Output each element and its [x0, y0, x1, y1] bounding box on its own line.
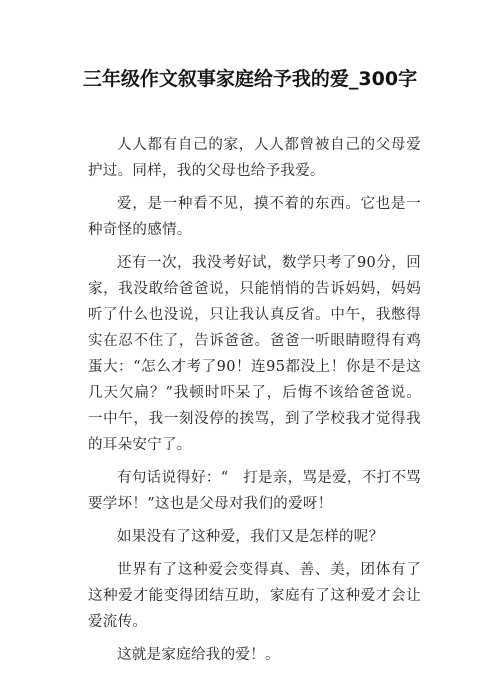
paragraph: 爱，是一种看不见，摸不着的东西。它也是一种奇怪的感情。	[88, 196, 421, 238]
paragraph: 世界有了这种爱会变得真、善、美，团体有了这种爱才能变得团结互助，家庭有了这种爱才会让爱流传。	[88, 562, 421, 630]
article-body	[88, 132, 421, 675]
paragraph: 有句话说得好：“ 打是亲，骂是爱，不打不骂要学坏！”这也是父母对我们的爱呀！	[88, 470, 421, 512]
paragraph: 如果没有了这种爱，我们又是怎样的呢？	[117, 529, 384, 545]
paragraph: 还有一次，我没考好试，数学只考了90分，回家，我没敢给爸爸说，只能悄悄的告诉妈妈，妈妈听了什么也没说，只让我认真反省。中午，我憋得实在忍不住了，告诉爸爸。爸爸一听眼睛瞪得有鸡蛋大：“怎么才考了90！连95都没上！你是不是这几天欠扁？”我顿时吓呆了，后悔不该给爸爸说。一中午，我一刻没停的挨骂，到了学校我才觉得我的耳朵安宁了。	[88, 255, 421, 453]
paragraph: 人人都有自己的家，人人都曾被自己的父母爱护过。同样，我的父母也给予我爱。	[88, 137, 421, 179]
document-title: 三年级作文叙事家庭给予我的爱_300字	[82, 68, 418, 90]
paragraph: 这就是家庭给我的爱！。	[117, 647, 280, 663]
